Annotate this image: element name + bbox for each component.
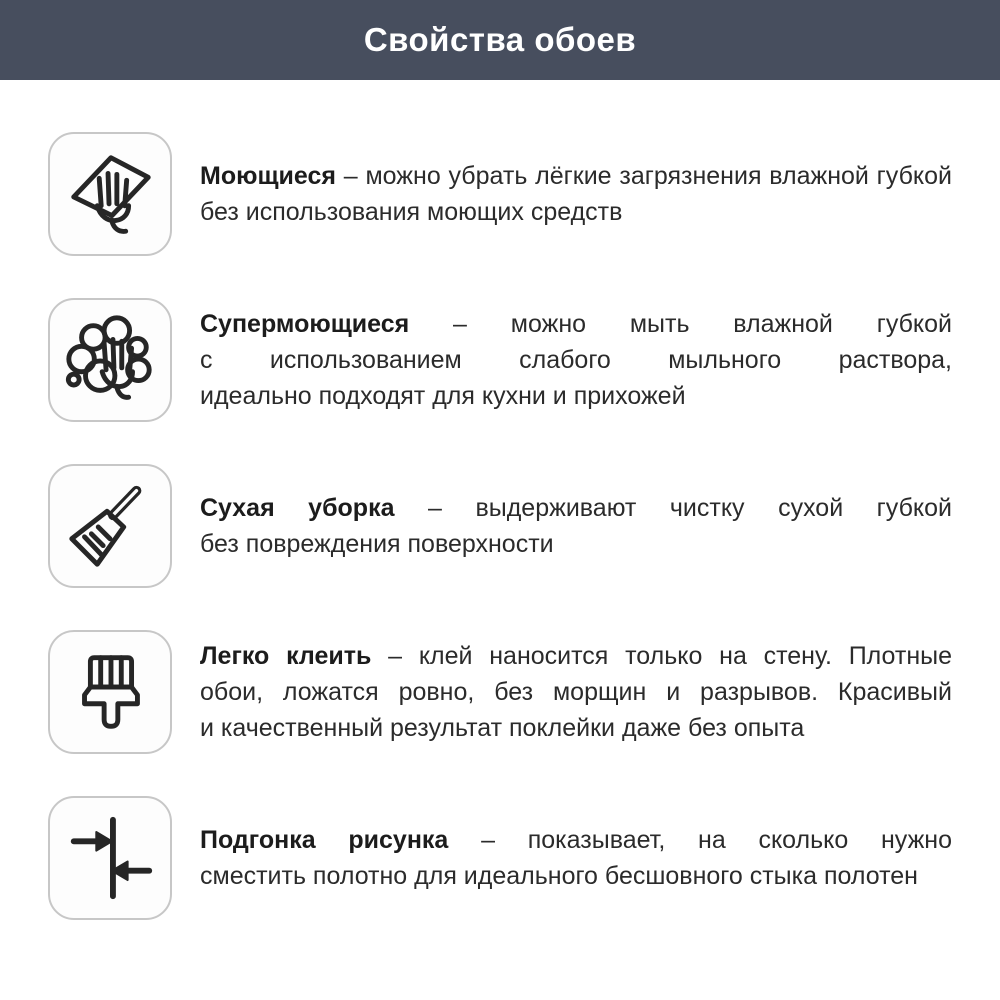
- feature-row-dry-cleaning: [48, 464, 952, 588]
- features-list: [0, 80, 1000, 920]
- feature-text: [200, 490, 952, 563]
- feature-row-pattern-match: [48, 796, 952, 920]
- feature-text: [200, 306, 952, 415]
- separator-dash: –: [428, 493, 442, 522]
- feature-description: показывает, на сколько нужно сместить полотно для идеального бесшовного стыка полотен: [200, 825, 953, 890]
- feature-description: выдерживают чистку сухой губкой без повреждения поверхности: [200, 493, 952, 558]
- icon-box: [48, 132, 172, 256]
- wipe-hand-icon: [61, 145, 159, 243]
- feature-row-easy-glue: [48, 630, 952, 754]
- separator-dash: –: [481, 825, 495, 854]
- feature-term: Сухая уборка: [200, 493, 395, 522]
- title-bar: [0, 0, 1000, 80]
- broom-icon: [61, 477, 159, 575]
- feature-text: [200, 638, 952, 747]
- feature-term: Легко клеить: [200, 641, 372, 670]
- feature-description: можно мыть влажной губкой с использованием слабого мыльного раствора, идеально подходят для кухни и прихожей: [200, 309, 953, 411]
- page-title: Свойства обоев: [363, 21, 637, 58]
- icon-box: [48, 796, 172, 920]
- feature-row-super-washable: [48, 298, 952, 422]
- feature-term: Супермоющиеся: [200, 309, 410, 338]
- paintbrush-icon: [61, 643, 159, 741]
- soap-hand-icon: [61, 311, 159, 409]
- icon-box: [48, 298, 172, 422]
- icon-box: [48, 630, 172, 754]
- feature-description: клей наносится только на стену. Плотные обои, ложатся ровно, без морщин и разрывов. Красивый и качественный результат поклейки даже без опыта: [200, 641, 953, 743]
- feature-text: [200, 158, 952, 231]
- separator-dash: –: [453, 309, 467, 338]
- separator-dash: –: [343, 161, 358, 190]
- feature-text: [200, 822, 952, 895]
- feature-term: Подгонка рисунка: [200, 825, 449, 854]
- feature-description: можно убрать лёгкие загрязнения влажной губкой без использования моющих средств: [200, 161, 952, 226]
- feature-row-washable: [48, 132, 952, 256]
- pattern-match-icon: [61, 809, 159, 907]
- feature-term: Моющиеся: [200, 161, 336, 190]
- icon-box: [48, 464, 172, 588]
- separator-dash: –: [388, 641, 403, 670]
